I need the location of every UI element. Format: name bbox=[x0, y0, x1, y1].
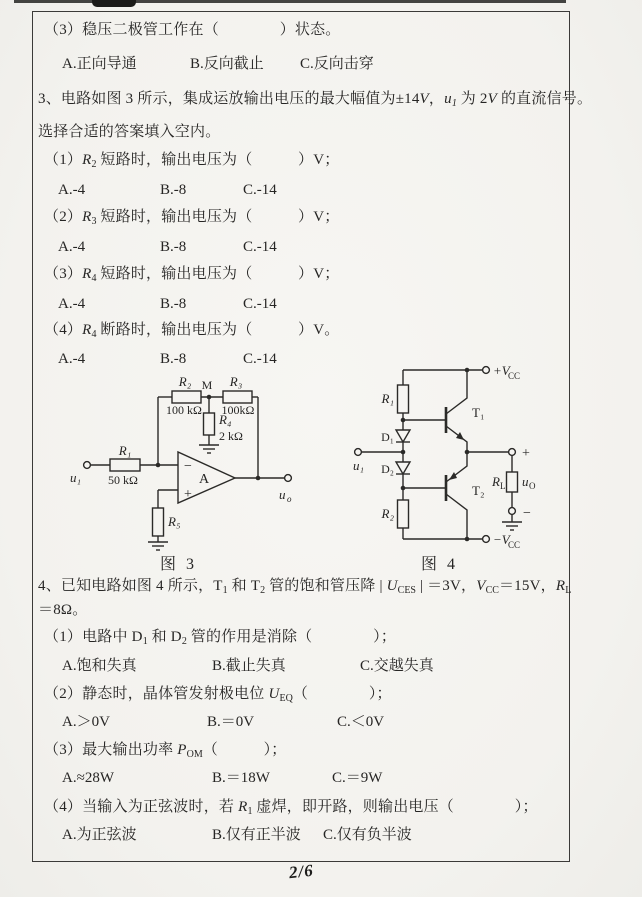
q3-item-4-option-b: B.-8 bbox=[160, 351, 187, 367]
opamp-label: A bbox=[198, 472, 210, 487]
q4-item-2-option-a: A.＞0V bbox=[62, 714, 110, 730]
q3-item-1-option-b: B.-8 bbox=[160, 182, 187, 198]
q4-item-4-stem: （4）当输入为正弦波时，若 $R_1$ 虚焊，即开路，则输出电压（ ）； bbox=[44, 799, 538, 817]
inverting-input-sign: − bbox=[184, 459, 192, 474]
q4-item-1-option-c: C.交越失真 bbox=[360, 658, 434, 674]
resistor-r1 bbox=[381, 370, 409, 422]
ground-symbol bbox=[502, 522, 522, 530]
r3-value: 100kΩ bbox=[221, 403, 255, 417]
q3-intro: 3、电路如图 3 所示，集成运放输出电压的最大幅值为±14V，$u_1$ 为 2V 的直流信号。 bbox=[38, 91, 593, 109]
q3-item-1-option-c: C.-14 bbox=[243, 182, 277, 198]
r5-label: R₅ bbox=[168, 514, 181, 529]
rl-label: R bbox=[492, 474, 500, 489]
opamp-a bbox=[178, 452, 235, 503]
figure-3-caption: 图 3 bbox=[160, 556, 198, 573]
transistor-t2 bbox=[403, 452, 484, 539]
r4-value: 2 kΩ bbox=[219, 429, 243, 443]
vcc-plus-sub: CC bbox=[508, 371, 521, 381]
q4-item-1-stem: （1）电路中 $D_1$ 和 $D_2$ 管的作用是消除（ ）； bbox=[44, 629, 397, 647]
t2-label: T₂ bbox=[472, 483, 485, 498]
diode-d1 bbox=[381, 420, 410, 452]
ground-symbol bbox=[148, 542, 168, 550]
r1-label: R₁ bbox=[381, 391, 394, 406]
q4-item-2-option-b: B.＝0V bbox=[207, 714, 255, 730]
q4-intro-line-1: 4、已知电路如图 4 所示，$T_1$ 和 $T_2$ 管的饱和管压降 | $U_{CES}$ | ＝3V，$V_{CC}=15V$，$R_L$ bbox=[38, 578, 572, 596]
q4-item-3-option-c: C.＝9W bbox=[332, 770, 383, 786]
output-minus-sign: − bbox=[523, 506, 531, 521]
transistor-t1 bbox=[403, 370, 484, 452]
q3-intro-2: 选择合适的答案填入空内。 bbox=[38, 124, 221, 140]
resistor-r5 bbox=[148, 490, 180, 550]
q4-item-4-option-a: A.为正弦波 bbox=[62, 827, 137, 843]
output-plus-sign: + bbox=[522, 446, 530, 461]
q3-item-3-option-c: C.-14 bbox=[243, 296, 277, 312]
q4-item-1-option-b: B.截止失真 bbox=[212, 658, 286, 674]
q3-item-4-stem: $(4)R_4$ 断路时，输出电压为（ ）V。 bbox=[44, 322, 340, 340]
r1-value: 50 kΩ bbox=[108, 473, 138, 487]
d2-label: D₂ bbox=[381, 462, 394, 476]
figure-3-opamp-circuit bbox=[58, 360, 303, 565]
q2-3-stem: （3）稳压二极管工作在（ ）状态。 bbox=[44, 22, 341, 38]
q2-3-option-b: B.反向截止 bbox=[190, 56, 264, 72]
q2-3-option-a: A.正向导通 bbox=[62, 56, 137, 72]
q3-item-2-option-a: A.-4 bbox=[58, 239, 86, 255]
scan-artifact-blob bbox=[92, 0, 136, 7]
figure-4-caption: 图 4 bbox=[421, 556, 459, 573]
q3-item-4-option-c: C.-14 bbox=[243, 351, 277, 367]
q4-item-3-stem: （3）最大输出功率 $P_{OM}$（ ）； bbox=[44, 742, 287, 760]
q4-intro-line-2: ＝8Ω。 bbox=[38, 602, 88, 618]
r4-label: R₄ bbox=[219, 412, 232, 427]
q3-item-2-option-b: B.-8 bbox=[160, 239, 187, 255]
rl-label-sub: L bbox=[500, 481, 506, 491]
uo-label: u bbox=[279, 487, 286, 502]
q3-item-1-option-a: A.-4 bbox=[58, 182, 86, 198]
q4-item-3-option-a: A.≈28W bbox=[62, 770, 114, 786]
t1-label: T₁ bbox=[472, 405, 485, 420]
diode-d2 bbox=[381, 452, 410, 490]
q4-item-2-stem: （2）静态时，晶体管发射极电位 $U_{EQ}$（ ）； bbox=[44, 686, 392, 704]
ground-symbol bbox=[199, 445, 219, 453]
q4-item-1-option-a: A.饱和失真 bbox=[62, 658, 137, 674]
q3-item-3-option-b: B.-8 bbox=[160, 296, 187, 312]
q3-item-4-option-a: A.-4 bbox=[58, 351, 86, 367]
q4-item-4-option-b: B.仅有正半波 bbox=[212, 827, 301, 843]
q4-item-3-option-b: B.＝18W bbox=[212, 770, 270, 786]
output-terminal-uo bbox=[235, 475, 292, 504]
input-terminal-u1 bbox=[353, 449, 405, 473]
r2-label: R₂ bbox=[381, 506, 394, 521]
negative-supply-rail bbox=[403, 532, 520, 550]
resistor-r1 bbox=[108, 443, 178, 487]
input-terminal-u1 bbox=[70, 462, 110, 485]
vcc-plus-label: +V bbox=[493, 363, 510, 378]
q3-item-3-stem: $(3)R_4$ 短路时，输出电压为（ ）V； bbox=[44, 266, 340, 284]
vcc-minus-sub: CC bbox=[508, 540, 521, 550]
noninverting-input-sign: + bbox=[184, 487, 192, 502]
q3-item-2-stem: $(2)R_3$ 短路时，输出电压为（ ）V； bbox=[44, 209, 340, 227]
u1-label: u₁ bbox=[353, 458, 365, 473]
q4-item-2-option-c: C.＜0V bbox=[337, 714, 385, 730]
r2-value: 100 kΩ bbox=[166, 403, 202, 417]
uo-label: u bbox=[522, 474, 529, 489]
handwritten-page-number: 2/6 bbox=[288, 860, 315, 883]
q3-item-1-stem: $(1)R_2$ 短路时，输出电压为（ ）V； bbox=[44, 152, 340, 170]
node-m-label: M bbox=[201, 378, 213, 392]
r3-label: R₃ bbox=[229, 374, 243, 389]
vcc-minus-label: −V bbox=[493, 532, 510, 547]
r2-label: R₂ bbox=[178, 374, 192, 389]
figure-4-pushpull-circuit bbox=[352, 358, 547, 558]
q4-item-4-option-c: C.仅有负半波 bbox=[323, 827, 412, 843]
r1-label: R₁ bbox=[118, 443, 132, 458]
q2-3-option-c: C.反向击穿 bbox=[300, 56, 374, 72]
d1-label: D₁ bbox=[381, 430, 394, 444]
feedback-network bbox=[158, 374, 258, 478]
resistor-r2 bbox=[381, 488, 409, 539]
uo-label-sub: O bbox=[529, 481, 536, 491]
positive-supply-rail bbox=[403, 363, 520, 381]
q3-item-2-option-c: C.-14 bbox=[243, 239, 277, 255]
u1-label: u₁ bbox=[70, 470, 82, 485]
uo-label-sub: o bbox=[287, 494, 292, 504]
q3-item-3-option-a: A.-4 bbox=[58, 296, 86, 312]
